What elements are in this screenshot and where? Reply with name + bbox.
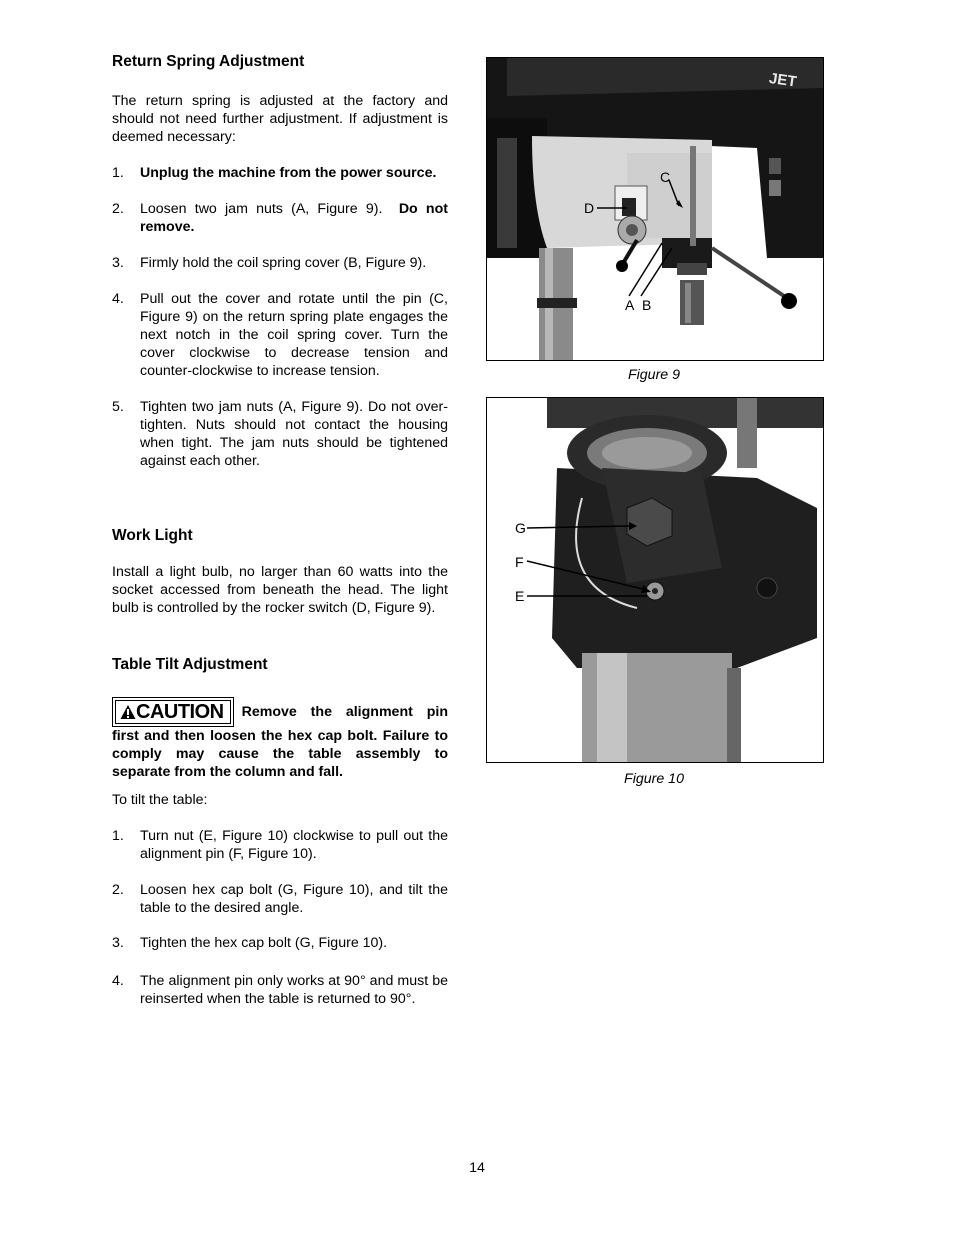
table-tilt-intro: To tilt the table: <box>112 792 208 808</box>
step-text-bold: Do not remove. <box>140 201 448 235</box>
figure-9-caption: Figure 9 <box>627 367 681 383</box>
step-text: Firmly hold the coil spring cover (B, Figure 9). <box>140 255 427 271</box>
table-tilt-steps <box>112 827 448 1008</box>
step-text: Loosen hex cap bolt (G, Figure 10), and tilt the table to the desired angle. <box>140 882 448 916</box>
list-item <box>112 398 448 470</box>
caution-label-frame <box>115 700 231 724</box>
list-item <box>112 972 448 1008</box>
page-number: 14 <box>469 1160 485 1176</box>
list-item <box>112 164 448 182</box>
caution-paragraph <box>112 697 448 781</box>
figure-10-photo <box>486 397 824 763</box>
table-tilt-bracket-illustration <box>487 398 823 762</box>
step-number: 3. <box>112 935 124 951</box>
step-text: Turn nut (E, Figure 10) clockwise to pull out the alignment pin (F, Figure 10). <box>140 828 448 862</box>
return-spring-steps <box>112 164 448 470</box>
figure10-label-f: F <box>515 554 524 570</box>
list-item <box>112 290 448 380</box>
step-text: Tighten the hex cap bolt (G, Figure 10). <box>140 935 388 951</box>
step-text: Loosen two jam nuts (A, Figure 9). <box>140 201 383 217</box>
figure-9-photo <box>486 57 824 361</box>
step-text-container <box>140 200 448 236</box>
list-item <box>112 827 448 863</box>
drill-press-head-illustration <box>487 58 823 360</box>
step-number: 4. <box>112 291 124 307</box>
table-tilt-heading: Table Tilt Adjustment <box>112 656 268 673</box>
return-spring-intro: The return spring is adjusted at the factory and should not need further adjustment. If adjustment is deemed necessary: <box>112 93 448 145</box>
work-light-text: Install a light bulb, no larger than 60 watts into the socket accessed from beneath the head. The light bulb is controlled by the rocker switch (D, Figure 9). <box>112 564 448 616</box>
figure10-label-e: E <box>515 588 525 604</box>
figure9-label-d: D <box>584 200 595 216</box>
step-number: 1. <box>112 828 124 844</box>
step-text: Unplug the machine from the power source. <box>140 165 437 181</box>
step-number: 5. <box>112 399 124 415</box>
step-number: 2. <box>112 882 124 898</box>
figure9-label-b: B <box>642 297 652 313</box>
figure9-label-c: C <box>660 169 671 185</box>
step-number: 4. <box>112 973 124 989</box>
work-light-heading: Work Light <box>112 527 193 544</box>
caution-text: Remove the alignment pin first and then loosen the hex cap bolt. Failure to comply may cause the table assembly to separate from the column and fall. <box>112 704 448 780</box>
step-number: 1. <box>112 165 124 181</box>
list-item <box>112 200 448 236</box>
brand-logo: JET <box>767 69 798 91</box>
return-spring-heading: Return Spring Adjustment <box>112 53 305 70</box>
figure10-label-g: G <box>515 520 526 536</box>
figure9-label-a: A <box>625 297 635 313</box>
step-text: Tighten two jam nuts (A, Figure 9). Do not over-tighten. Nuts should not contact the housing when tight. The jam nuts should be tightened against each other. <box>140 399 448 469</box>
figure-10-caption: Figure 10 <box>624 771 684 787</box>
list-item <box>112 254 448 272</box>
list-item <box>112 934 448 952</box>
list-item <box>112 881 448 917</box>
caution-badge <box>112 697 234 727</box>
caution-label: CAUTION <box>136 701 224 723</box>
left-column <box>112 52 448 1008</box>
step-text: Pull out the cover and rotate until the pin (C, Figure 9) on the return spring plate engages the next notch in the coil spring cover. Turn the cover clockwise to decrease tension and counter-clockwise to increase tension. <box>140 291 448 379</box>
warning-triangle-icon <box>120 704 136 720</box>
step-text: The alignment pin only works at 90° and must be reinserted when the table is returned to 90°. <box>140 973 448 1007</box>
step-number: 2. <box>112 201 124 217</box>
step-number: 3. <box>112 255 124 271</box>
